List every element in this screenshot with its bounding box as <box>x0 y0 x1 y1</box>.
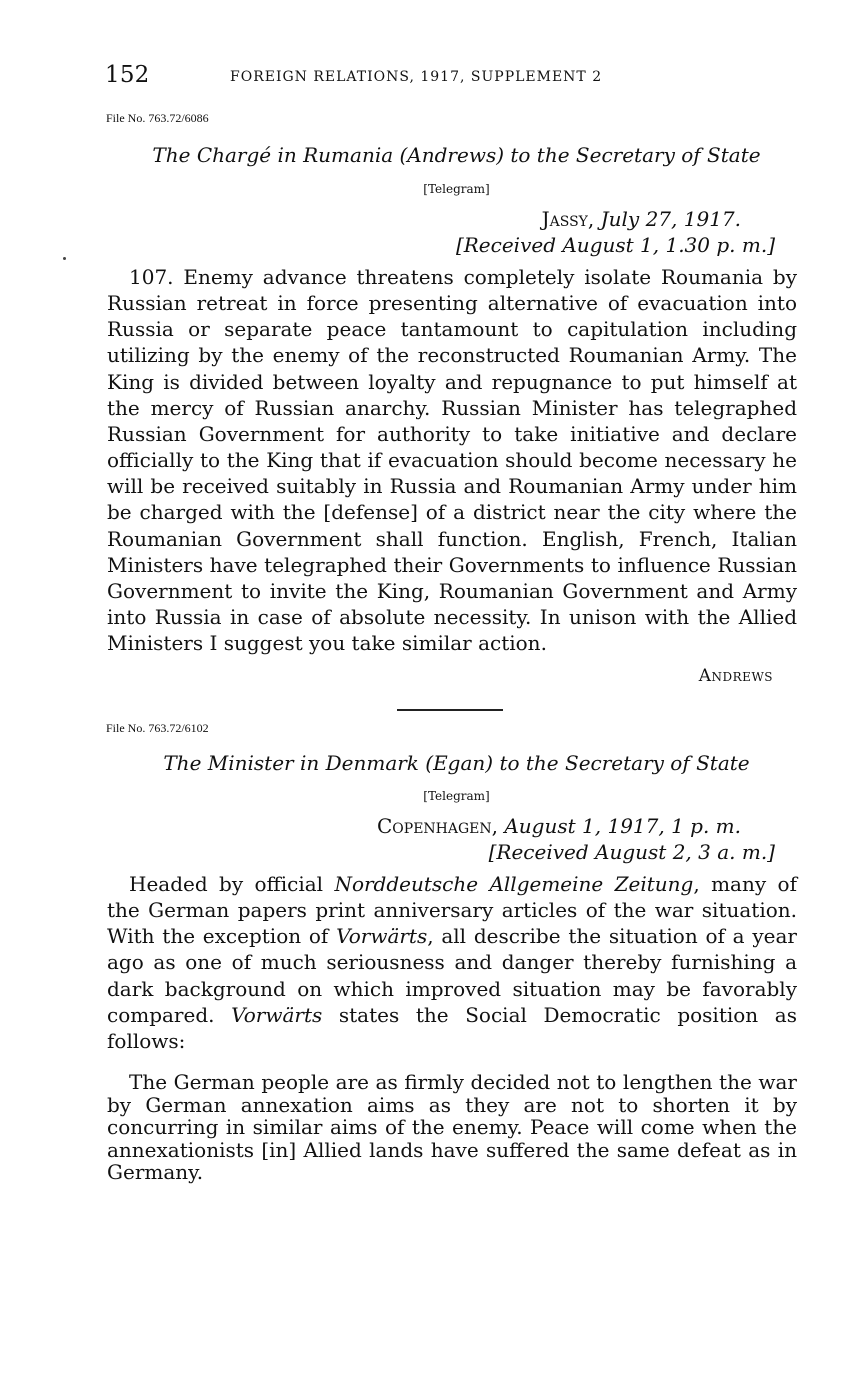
document-title: The Minister in Denmark (Egan) to the Secretary of State <box>163 751 750 775</box>
document-type: [Telegram] <box>423 182 490 196</box>
scan-speck <box>63 257 66 260</box>
received-note: [Received August 1, 1.30 p. m.] <box>455 233 775 257</box>
block-quote: The German people are as firmly decided not to lengthen the war by German annexation aims as they are not to shorten it by concurring in similar aims of the enemy. Peace will come when the annexationists [in] Allied lands have suffered the same defeat as in Germany. <box>107 1070 797 1184</box>
signature: Andrews <box>698 666 773 686</box>
document-title: The Chargé in Rumania (Andrews) to the Secretary of State <box>152 143 761 167</box>
dateline <box>542 207 741 231</box>
dateline <box>377 814 741 838</box>
dateline-place: Copenhagen, <box>377 814 498 838</box>
newspaper-name: Vorwärts <box>336 924 428 949</box>
dateline-date: July 27, 1917. <box>600 207 741 231</box>
body-text-segment: , all describe the situation of a year ago as one of much seriousness and danger thereby furnishing a dark background on which improved situation may be favorably compared. <box>107 924 797 1027</box>
received-note: [Received August 2, 3 a. m.] <box>488 840 775 864</box>
telegram-body <box>107 871 797 1054</box>
newspaper-name: Vorwärts <box>231 1002 323 1027</box>
body-text-segment: Headed by official <box>129 872 335 896</box>
page-number: 152 <box>105 62 150 88</box>
dateline-place: Jassy, <box>541 207 595 231</box>
running-title: FOREIGN RELATIONS, 1917, SUPPLEMENT 2 <box>230 69 603 85</box>
dateline-date: August 1, 1917, 1 p. m. <box>504 814 741 838</box>
file-number: File No. 763.72/6102 <box>106 721 209 735</box>
body-text-segment: , many of the German papers print anniversary articles of the war situation. With the exception of <box>107 872 797 949</box>
body-text-segment: states the Social Democratic position as follows: <box>107 1002 797 1053</box>
newspaper-name: Norddeutsche Allgemeine Zeitung <box>334 872 694 896</box>
document-type: [Telegram] <box>423 789 490 803</box>
telegram-body: 107. Enemy advance threatens completely isolate Roumania by Russian retreat in force presenting alternative of evacuation into Russia or separate peace tantamount to capitulation including utilizing by the enemy of the reconstructed Roumanian Army. The King is divided between loyalty and repugnance to put himself at the mercy of Russian anarchy. Russian Minister has telegraphed Russian Government for authority to take initiative and declare officially to the King that if evacuation should become necessary he will be received suitably in Russia and Roumanian Army under him be charged with the [defense] of a district near the city where the Roumanian Government shall function. English, French, Italian Ministers have telegraphed their Governments to influence Russian Government to invite the King, Roumanian Government and Army into Russia in case of absolute necessity. In unison with the Allied Ministers I suggest you take similar action. <box>107 265 797 656</box>
file-number: File No. 763.72/6086 <box>106 111 209 125</box>
section-divider <box>397 709 503 711</box>
page-header <box>105 62 785 92</box>
